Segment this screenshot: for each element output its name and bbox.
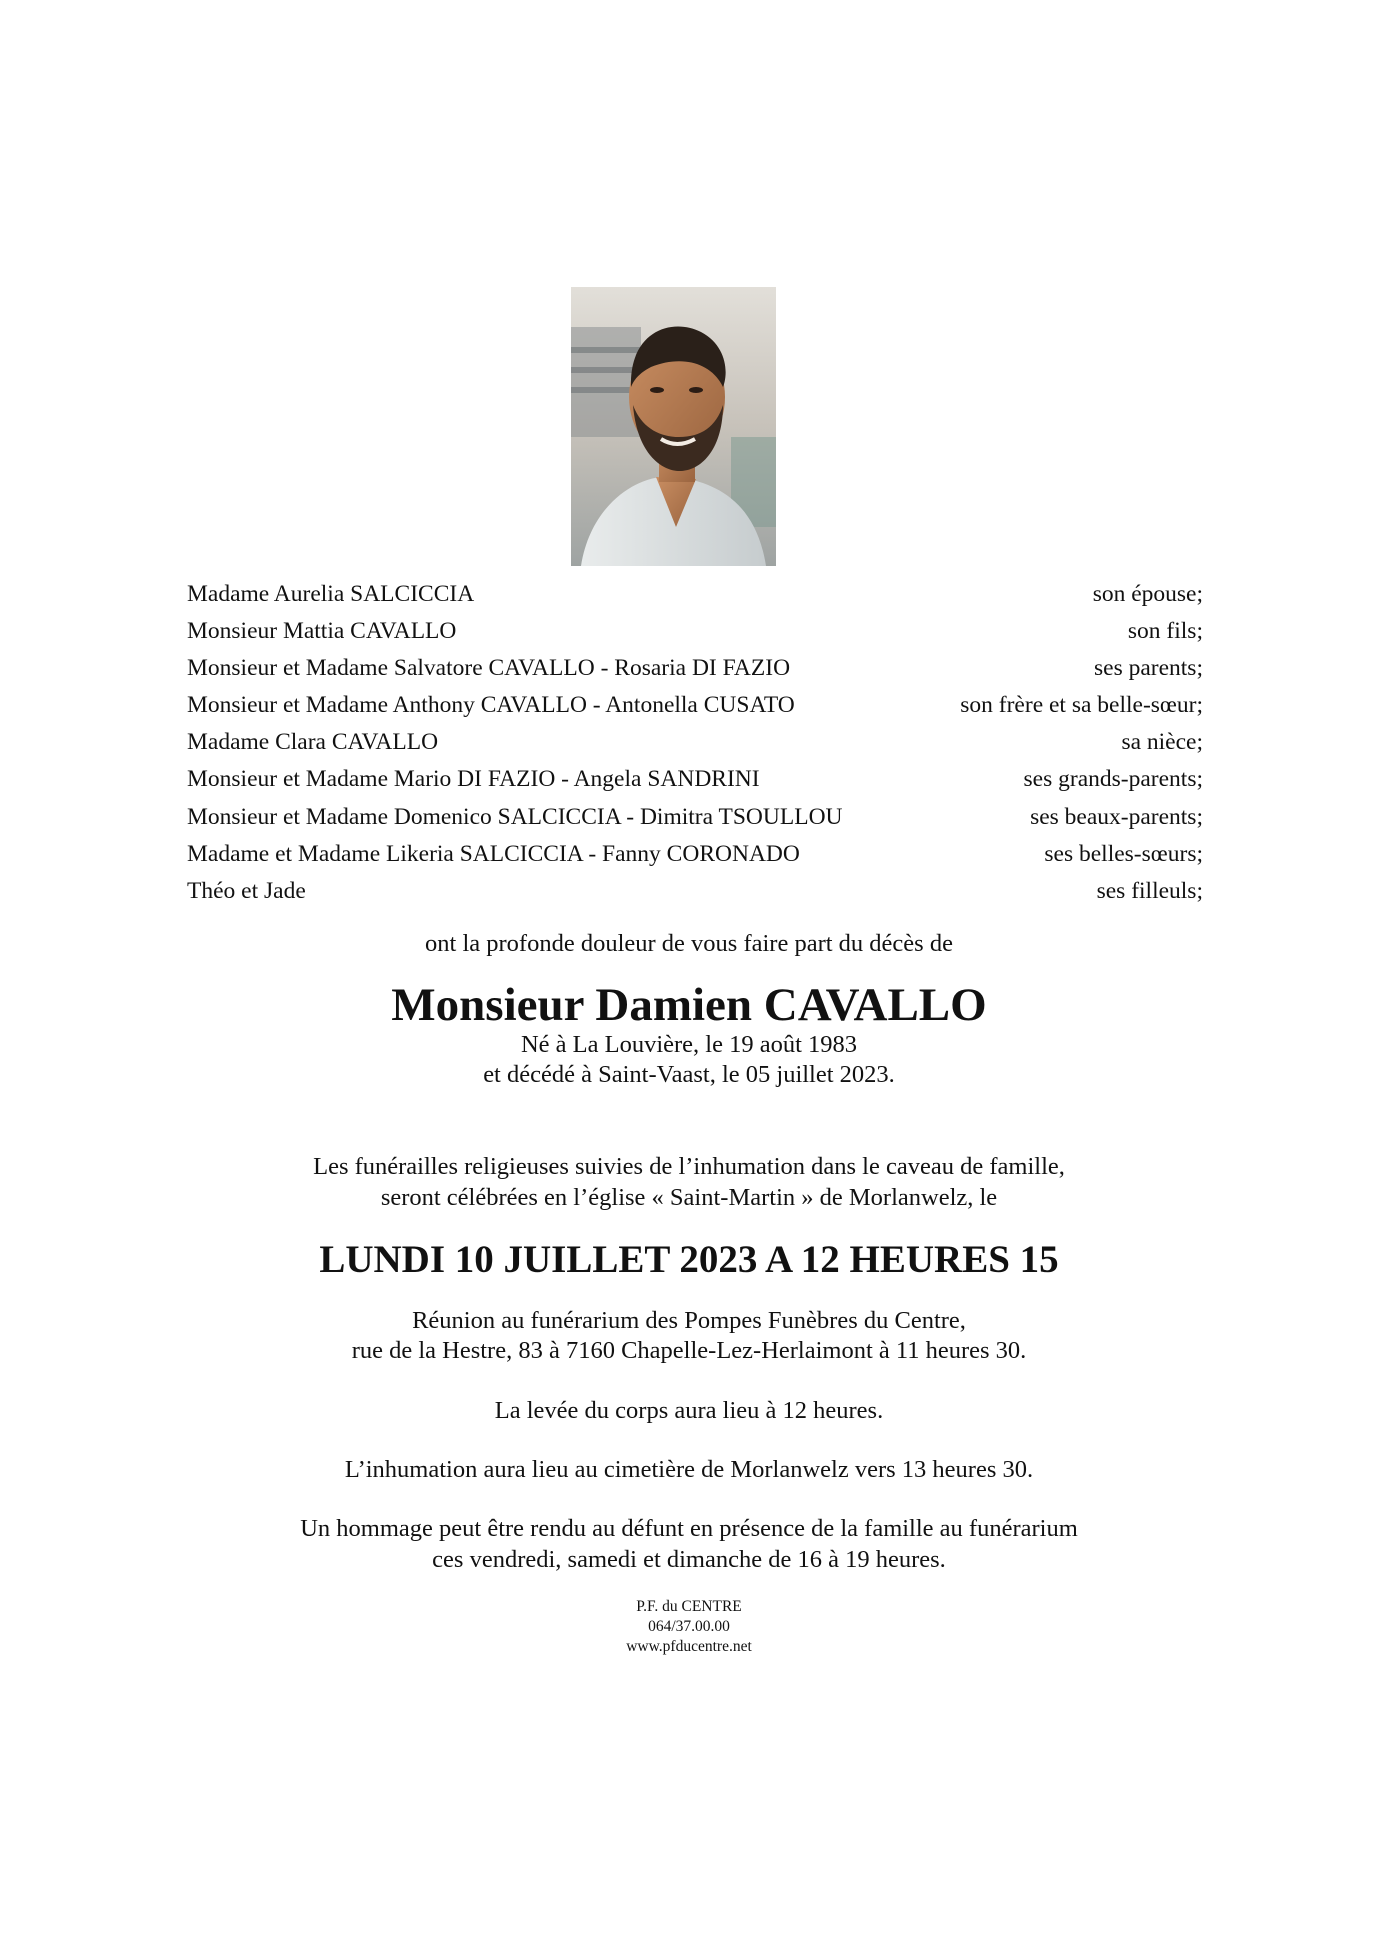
homage-line2: ces vendredi, samedi et dimanche de 16 à 19 heures.	[432, 1546, 946, 1573]
announcement-text: ont la profonde douleur de vous faire part du décès de	[425, 930, 953, 957]
deceased-name: Monsieur Damien CAVALLO	[391, 979, 987, 1031]
death-info: et décédé à Saint-Vaast, le 05 juillet 2023.	[483, 1061, 895, 1088]
birth-info: Né à La Louvière, le 19 août 1983	[520, 1031, 858, 1058]
family-member-name: Monsieur et Madame Salvatore CAVALLO - Rosaria DI FAZIO	[187, 655, 791, 682]
family-relation: ses parents;	[1094, 655, 1203, 682]
levee-text: La levée du corps aura lieu à 12 heures.	[494, 1397, 884, 1424]
family-row	[187, 576, 1203, 613]
funeral-text-line1: Les funérailles religieuses suivies de l’inhumation dans le caveau de famille,	[313, 1153, 1065, 1180]
family-member-name: Madame Clara CAVALLO	[187, 729, 439, 756]
family-row	[187, 761, 1203, 798]
family-relation: son frère et sa belle-sœur;	[960, 692, 1203, 719]
portrait-photo	[571, 287, 776, 566]
footer-website: www.pfducentre.net	[626, 1638, 752, 1655]
family-row	[187, 687, 1203, 724]
family-member-name: Théo et Jade	[187, 877, 306, 904]
family-row	[187, 873, 1203, 910]
inhumation-text: L’inhumation aura lieu au cimetière de Morlanwelz vers 13 heures 30.	[344, 1456, 1034, 1483]
family-member-name: Madame et Madame Likeria SALCICCIA - Fanny CORONADO	[187, 840, 800, 867]
family-relation: sa nièce;	[1121, 729, 1203, 756]
family-member-name: Madame Aurelia SALCICCIA	[187, 581, 475, 607]
family-member-name: Monsieur Mattia CAVALLO	[187, 618, 457, 645]
family-relation: ses filleuls;	[1096, 877, 1203, 904]
family-row	[187, 836, 1203, 873]
family-row	[187, 724, 1203, 761]
family-member-name: Monsieur et Madame Domenico SALCICCIA - Dimitra TSOULLOU	[187, 803, 843, 830]
family-relation: ses beaux-parents;	[1030, 803, 1203, 830]
family-member-name: Monsieur et Madame Anthony CAVALLO - Antonella CUSATO	[187, 692, 795, 719]
family-relation: son épouse;	[1092, 581, 1203, 607]
family-relation: son fils;	[1127, 618, 1203, 645]
family-relation: ses belles-sœurs;	[1044, 840, 1203, 867]
homage-line1: Un hommage peut être rendu au défunt en présence de la famille au funérarium	[300, 1515, 1078, 1542]
footer-company: P.F. du CENTRE	[636, 1598, 742, 1615]
family-relation: ses grands-parents;	[1023, 766, 1203, 793]
service-date: LUNDI 10 JUILLET 2023 A 12 HEURES 15	[319, 1238, 1059, 1281]
footer-phone: 064/37.00.00	[648, 1618, 730, 1635]
funeral-text-line2: seront célébrées en l’église « Saint-Martin » de Morlanwelz, le	[380, 1184, 998, 1211]
family-row	[187, 799, 1203, 836]
family-row	[187, 613, 1203, 650]
family-list	[187, 576, 1203, 910]
family-row	[187, 650, 1203, 687]
family-member-name: Monsieur et Madame Mario DI FAZIO - Angela SANDRINI	[187, 766, 760, 793]
meeting-line1: Réunion au funérarium des Pompes Funèbres du Centre,	[412, 1307, 966, 1334]
meeting-line2: rue de la Hestre, 83 à 7160 Chapelle-Lez-Herlaimont à 11 heures 30.	[351, 1337, 1027, 1364]
